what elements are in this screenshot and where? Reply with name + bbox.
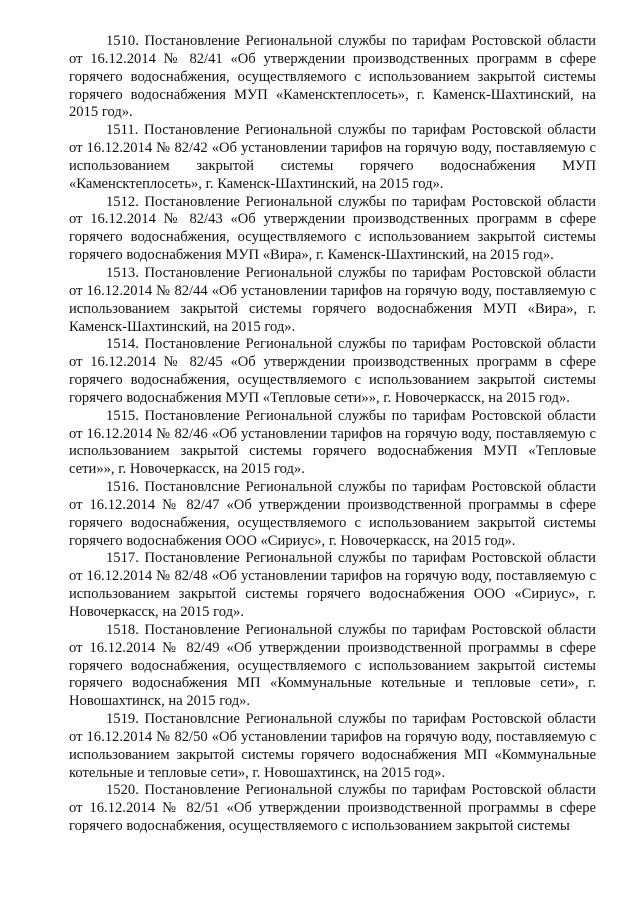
entry-1511: 1511. Постановление Региональной службы по тарифам Ростовской области от 16.12.2014 № 82/42 «Об установлении тарифов на горячую воду, поставляемую с использованием закрытой системы горячего водоснабжения МУП «Каменсктеплосеть», г. Каменск-Шахтинский, на 2015 год». (69, 122, 596, 192)
document-page (69, 33, 596, 836)
entry-1512: 1512. Постановление Региональной службы по тарифам Ростовской области от 16.12.2014 № 82/43 «Об утверждении производственных программ в сфере горячего водоснабжения, осуществляемого с использованием закрытой системы горячего водоснабжения МУП «Вира», г. Каменск-Шахтинский, на 2015 год». (69, 193, 596, 264)
entry-1518: 1518. Постановление Региональной службы по тарифам Ростовской области от 16.12.2014 № 82/49 «Об утверждении производственной программы в сфере горячего водоснабжения, осуществляемого с использованием закрытой системы горячего водоснабжения МП «Коммунальные котельные и тепловые сети», г. Новошахтинск, на 2015 год». (69, 621, 596, 710)
entry-1514: 1514. Постановление Региональной службы по тарифам Ростовской области от 16.12.2014 № 82/45 «Об утверждении производственных программ в сфере горячего водоснабжения, осуществляемого с использованием закрытой системы горячего водоснабжения МУП «Тепловые сети»», г. Новочеркасск, на 2015 год». (69, 336, 596, 406)
entry-1510: 1510. Постановление Региональной службы по тарифам Ростовской области от 16.12.2014 № 82/41 «Об утверждении производственных программ в сфере горячего водоснабжения, осуществляемого с использованием закрытой системы горячего водоснабжения МУП «Каменсктеплосеть», г. Каменск-Шахтинский, на 2015 год». (69, 33, 596, 121)
entry-1515: 1515. Постановление Региональной службы по тарифам Ростовской области от 16.12.2014 № 82/46 «Об установлении тарифов на горячую воду, поставляемую с использованием закрытой системы горячего водоснабжения МУП «Тепловые сети»», г. Новочеркасск, на 2015 год». (69, 407, 596, 478)
entry-1513: 1513. Постановление Региональной службы по тарифам Ростовской области от 16.12.2014 № 82/44 «Об установлении тарифов на горячую воду, поставляемую с использованием закрытой системы горячего водоснабжения МУП «Вира», г. Каменск-Шахтинский, на 2015 год». (69, 264, 596, 335)
entry-1517: 1517. Постановление Региональной службы по тарифам Ростовской области от 16.12.2014 № 82/48 «Об установлении тарифов на горячую воду, поставляемую с использованием закрытой системы горячего водоснабжения ООО «Сириус», г. Новочеркасск, на 2015 год». (69, 550, 596, 620)
entry-1519: 1519. Постановлсние Региональной службы по тарифам Ростовской области от 16.12.2014 № 82/50 «Об установлении тарифов на горячую воду, поставляемую с использованием закрытой системы горячего водоснабжения МП «Коммунальные котельные и тепловые сети», г. Новошахтинск, на 2015 год». (69, 711, 596, 781)
entry-1520: 1520. Постановление Региональной службы по тарифам Ростовской области от 16.12.2014 № 82/51 «Об утверждении производственной программы в сфере горячего водоснабжения, осуществляемого с использованием закрытой системы (69, 782, 596, 835)
entry-1516: 1516. Постановлсние Региональной службы по тарифам Ростовской области от 16.12.2014 № 82/47 «Об утверждении производственной программы в сфере горячего водоснабжения, осуществляемого с использованием закрытой системы горячего водоснабжения ООО «Сириус», г. Новочеркасск, на 2015 год». (69, 479, 596, 549)
